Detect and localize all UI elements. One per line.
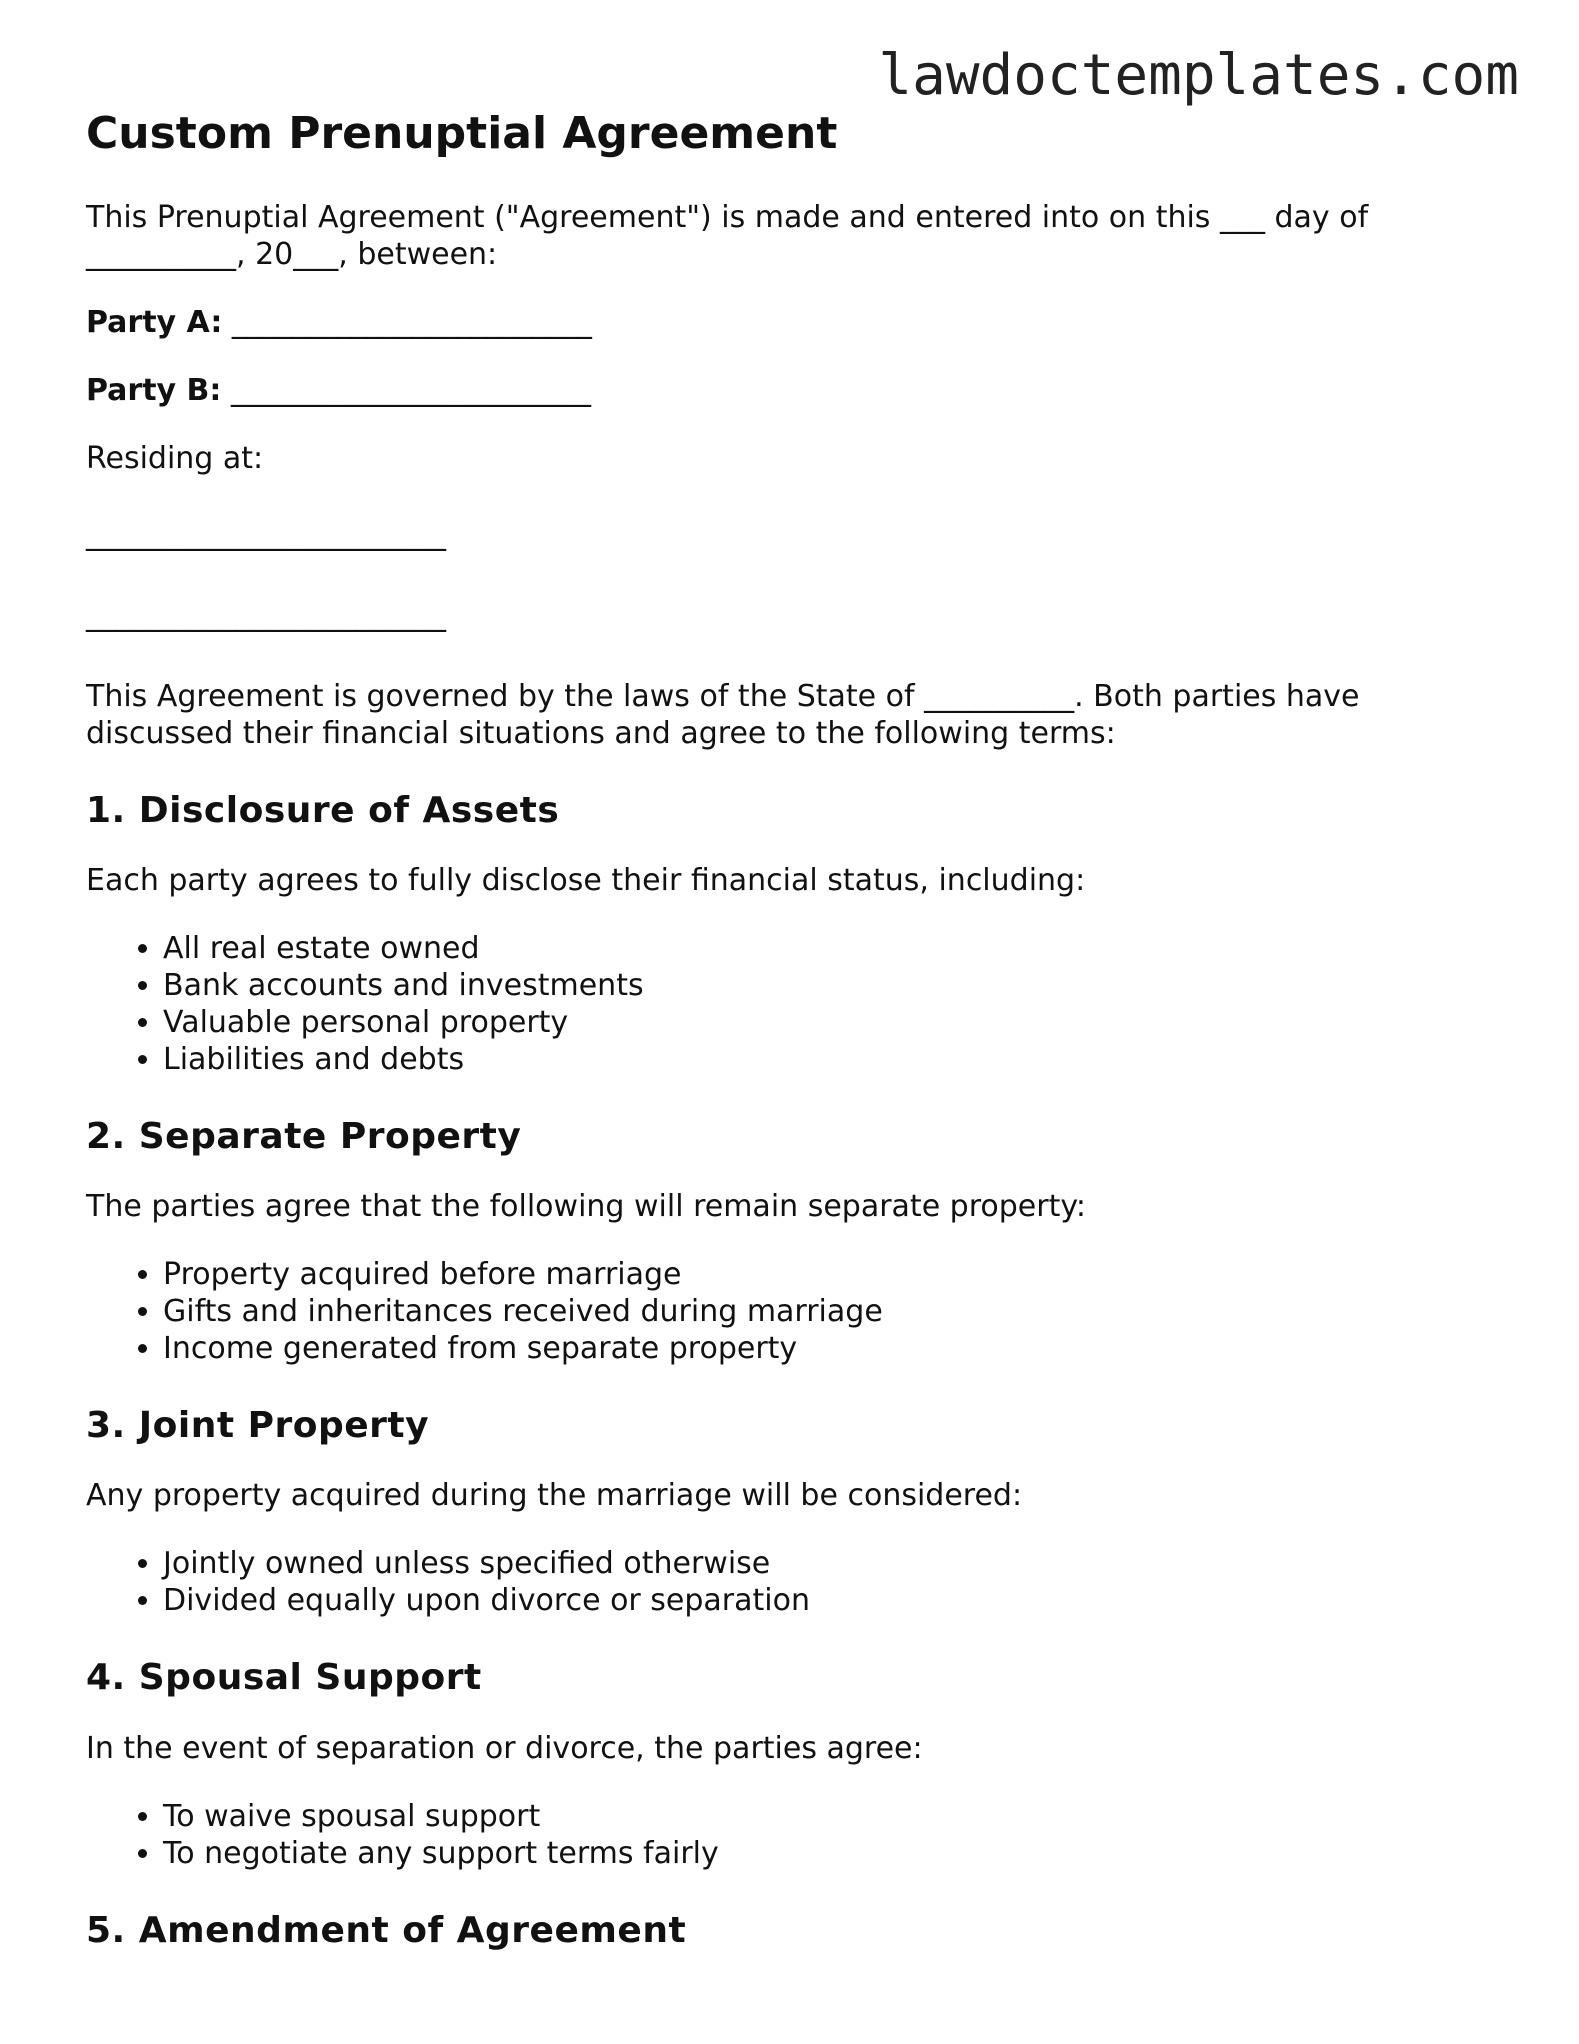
section-joint-property — [86, 1404, 1486, 1619]
governing-law-paragraph: This Agreement is governed by the laws of the State of __________. Both parties have discussed their financial situations and agree to the following terms: — [86, 678, 1360, 751]
section-amendment — [86, 1909, 1486, 1952]
document-body — [86, 108, 1486, 1982]
list-item: • All real estate owned — [163, 930, 1486, 967]
party-a-label: Party A: — [86, 304, 223, 340]
list-item: • Valuable personal property — [163, 1004, 1486, 1041]
section-heading: 2. Separate Property — [86, 1115, 522, 1157]
list-item: • Divided equally upon divorce or separation — [163, 1582, 1486, 1619]
section-separate-property — [86, 1115, 1486, 1367]
party-b-line — [86, 372, 1486, 409]
section-heading: 1. Disclosure of Assets — [86, 789, 560, 831]
list-item: • Liabilities and debts — [163, 1041, 1486, 1078]
section-list — [86, 1256, 1486, 1367]
list-item: • Property acquired before marriage — [163, 1256, 1486, 1293]
party-b-blank: ________________________ — [230, 372, 591, 408]
section-text: Any property acquired during the marriage will be considered: — [86, 1478, 1023, 1514]
residing-label: Residing at: — [86, 440, 264, 476]
party-a-line — [86, 304, 1486, 341]
list-item: • Jointly owned unless specified otherwise — [163, 1545, 1486, 1582]
document-title: Custom Prenuptial Agreement — [86, 108, 838, 159]
address-line-1: ________________________ — [86, 516, 446, 552]
section-heading: 3. Joint Property — [86, 1405, 430, 1447]
list-item: • Bank accounts and investments — [163, 967, 1486, 1004]
section-heading: 5. Amendment of Agreement — [86, 1909, 687, 1951]
list-item: • To waive spousal support — [163, 1798, 1486, 1835]
party-b-label: Party B: — [86, 372, 222, 408]
section-list — [86, 930, 1486, 1078]
intro-paragraph: This Prenuptial Agreement ("Agreement") is made and entered into on this ___ day of __________, 20___, between: — [86, 199, 1369, 272]
list-item: • To negotiate any support terms fairly — [163, 1835, 1486, 1872]
section-text: The parties agree that the following will remain separate property: — [86, 1189, 1087, 1225]
section-list — [86, 1545, 1486, 1619]
section-disclosure — [86, 789, 1486, 1078]
list-item: • Income generated from separate property — [163, 1330, 1486, 1367]
section-heading: 4. Spousal Support — [86, 1657, 482, 1699]
section-spousal-support — [86, 1656, 1486, 1871]
site-watermark: lawdoctemplates.com — [878, 43, 1519, 108]
section-text: In the event of separation or divorce, the parties agree: — [86, 1730, 923, 1766]
section-list — [86, 1798, 1486, 1872]
party-a-blank: ________________________ — [231, 304, 592, 340]
section-text: Each party agrees to fully disclose their financial status, including: — [86, 862, 1086, 898]
address-line-2: ________________________ — [86, 597, 446, 633]
list-item: • Gifts and inheritances received during marriage — [163, 1293, 1486, 1330]
